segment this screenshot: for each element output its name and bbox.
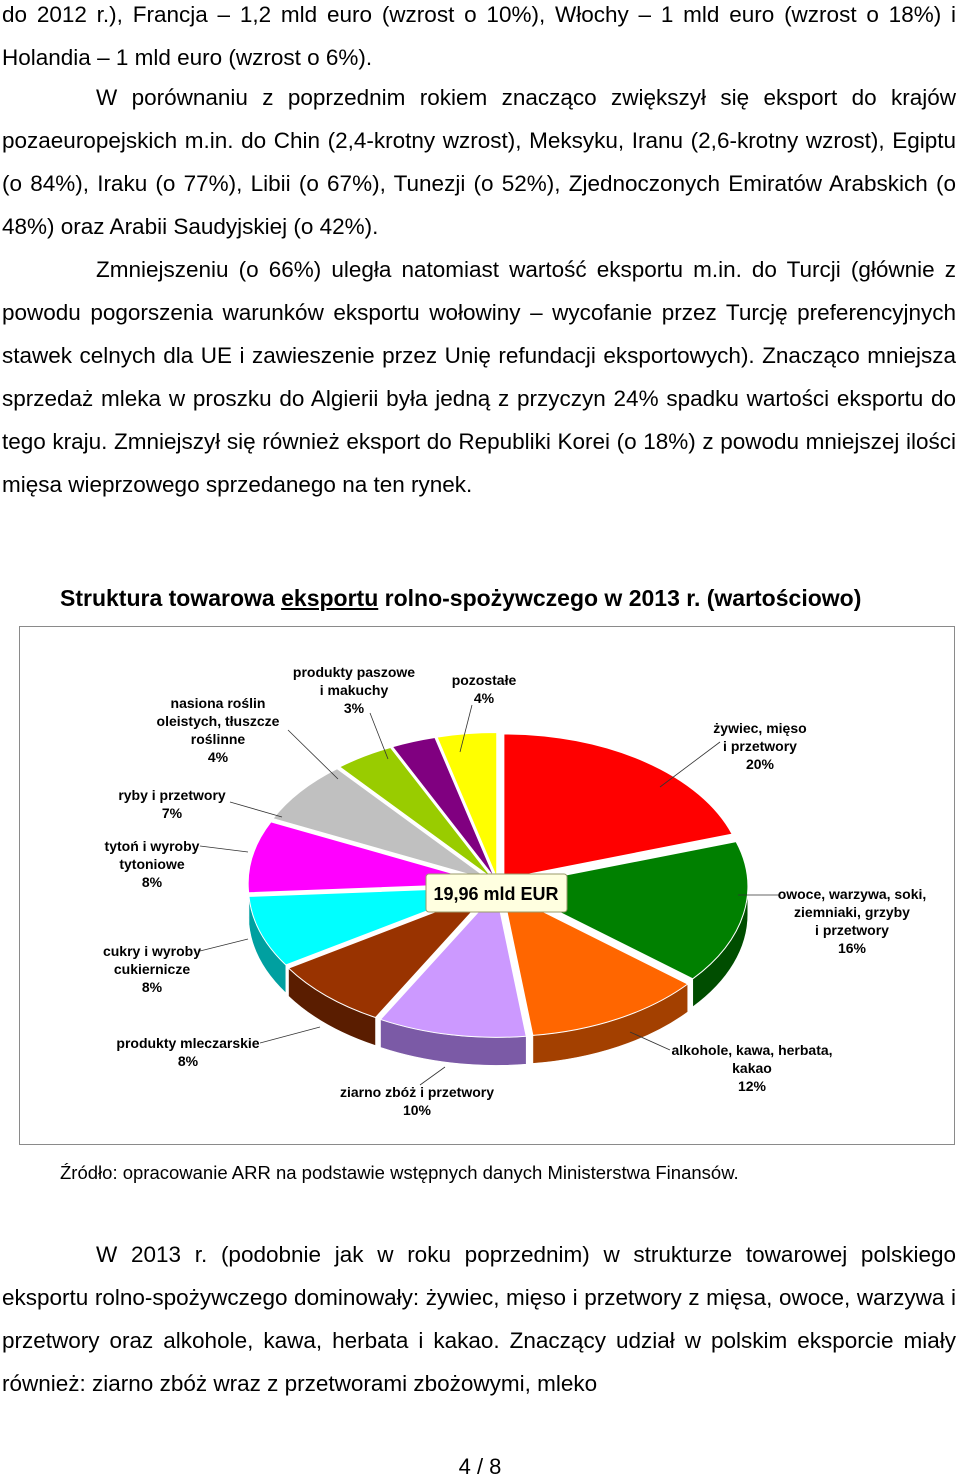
chart-title-part1: Struktura towarowa	[60, 585, 282, 611]
slice-4-leader	[260, 1027, 320, 1043]
pie-chart-svg	[20, 627, 956, 1146]
source-note: Źródło: opracowanie ARR na podstawie wstępnych danych Ministerstwa Finansów.	[60, 1162, 739, 1183]
chart-title-underlined: eksportu	[281, 585, 379, 611]
paragraph-3: Zmniejszeniu (o 66%) uległa natomiast wartość eksportu m.in. do Turcji (głównie z powodu pogorszenia warunków eksportu wołowiny – wycofanie przez Turcję preferencyjnych stawek celnych dla UE i zawieszenie przez Unię refundacji eksportowych). Znacząco mniejsza sprzedaż mleka w proszku do Algierii była jedną z przyczyn 24% spadku wartości eksportu do tego kraju. Zmniejszył się również eksport do Republiki Korei (o 18%) z powodu mniejszej ilości mięsa wieprzowego sprzedanego na ten rynek.	[2, 257, 956, 497]
slice-8-leader	[288, 730, 338, 779]
slice-2-label: alkohole, kawa, herbata, kakao 12%	[671, 1042, 833, 1094]
slice-6-label: tytoń i wyroby tytoniowe 8%	[104, 838, 200, 890]
chart-title-part2: rolno-spożywczego w 2013 r. (wartościowo)	[378, 585, 862, 611]
center-label-text: 19,96 mld EUR	[433, 884, 559, 904]
slice-5-leader	[200, 939, 248, 951]
slice-7-leader	[230, 802, 282, 817]
center-label	[426, 874, 567, 912]
paragraph-1: do 2012 r.), Francja – 1,2 mld euro (wzrost o 10%), Włochy – 1 mld euro (wzrost o 18%) i Holandia – 1 mld euro (wzrost o 6%).	[2, 2, 956, 70]
chart-title	[60, 578, 960, 618]
slice-3-label: ziarno zbóż i przetwory 10%	[339, 1084, 495, 1118]
slice-6-leader	[200, 846, 248, 852]
slice-0-label: żywiec, mięso i przetwory 20%	[713, 720, 807, 772]
slice-7-label: ryby i przetwory 7%	[118, 787, 226, 821]
slice-1-label: owoce, warzywa, soki, ziemniaki, grzyby i przetwory 16%	[777, 886, 927, 956]
paragraph-2: W porównaniu z poprzednim rokiem znacząco zwiększył się eksport do krajów pozaeuropejskich m.in. do Chin (2,4-krotny wzrost), Meksyku, Iranu (2,6-krotny wzrost), Egiptu (o 84%), Iraku (o 77%), Libii (o 67%), Tunezji (o 52%), Zjednoczonych Emiratów Arabskich (o 48%) oraz Arabii Saudyjskiej (o 42%).	[2, 85, 956, 239]
slice-2-leader	[630, 1032, 670, 1050]
slice-8-label: nasiona roślin oleistych, tłuszcze roślinne 4%	[156, 695, 280, 765]
slice-9-label: produkty paszowe i makuchy 3%	[292, 664, 416, 716]
slice-0-leader	[660, 742, 720, 787]
pie-chart	[19, 626, 955, 1145]
slice-3-leader	[420, 1067, 445, 1085]
paragraph-4: W 2013 r. (podobnie jak w roku poprzednim) w strukturze towarowej polskiego eksportu rolno-spożywczego dominowały: żywiec, mięso i przetwory z mięsa, owoce, warzywa i przetwory oraz alkohole, kawa, herbata i kakao. Znaczący udział w polskim eksporcie miały również: ziarno zbóż wraz z przetworami zbożowymi, mleko	[2, 1242, 956, 1396]
slice-10-label: pozostałe 4%	[451, 672, 517, 706]
page-number: 4 / 8	[458, 1454, 502, 1479]
slice-5-label: cukry i wyroby cukiernicze 8%	[102, 943, 202, 995]
slice-4-label: produkty mleczarskie 8%	[116, 1035, 260, 1069]
